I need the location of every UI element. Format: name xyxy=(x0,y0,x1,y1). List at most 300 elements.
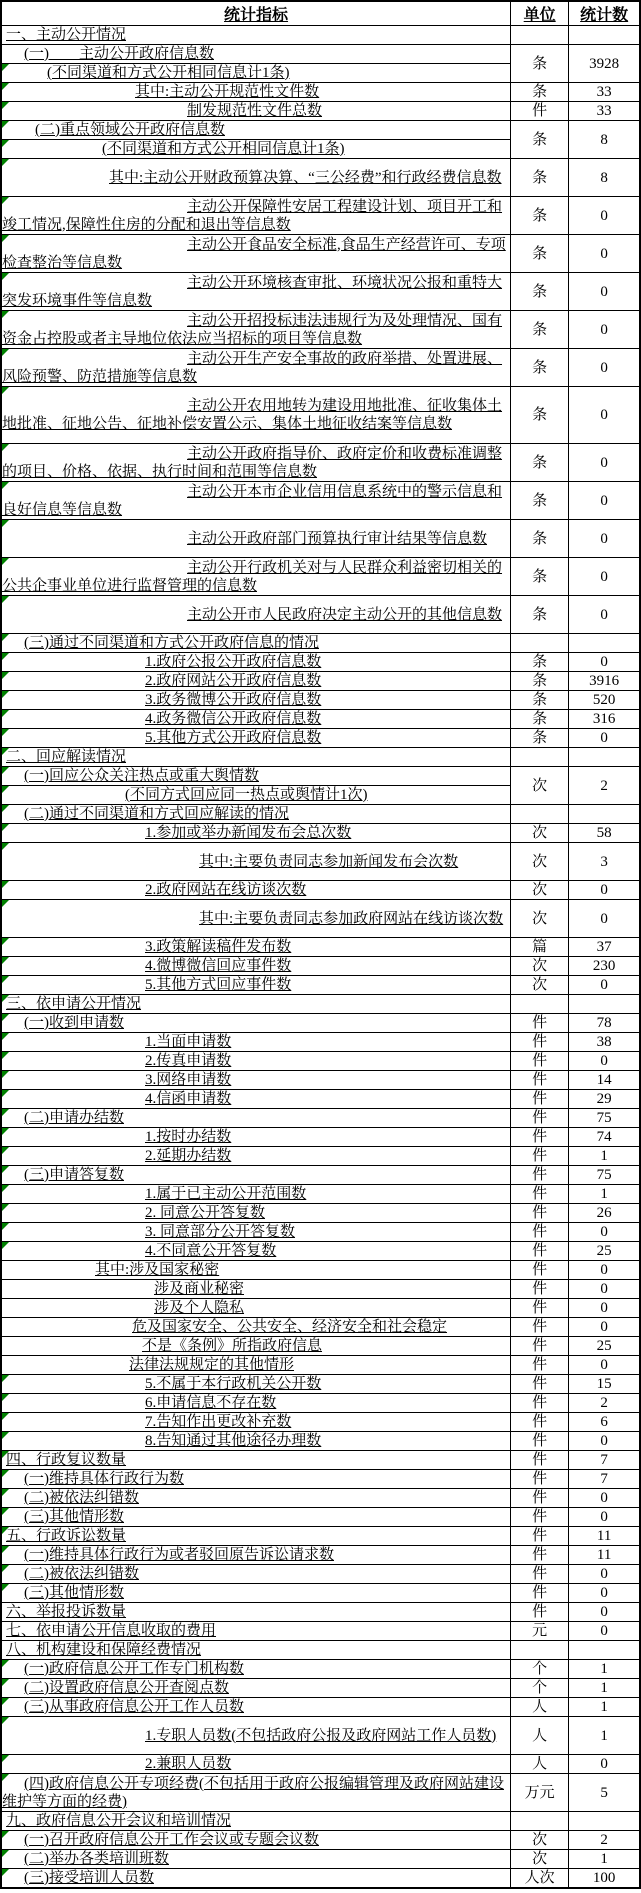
indicator-label: 主动公开保障性安居工程建设计划、项目开工和竣工情况,保障性住房的分配和退出等信息数 xyxy=(2,198,503,233)
indicator-cell xyxy=(1,596,511,634)
cell-error-marker-triangle-icon xyxy=(2,1565,9,1572)
indicator-cell xyxy=(1,710,511,729)
cell-error-marker-triangle-icon xyxy=(2,1451,9,1458)
count-cell: 0 xyxy=(569,1508,640,1527)
count-cell: 0 xyxy=(569,1489,640,1508)
count-cell: 0 xyxy=(569,311,640,349)
count-cell: 0 xyxy=(569,1052,640,1071)
count-cell: 0 xyxy=(569,900,640,938)
indicator-label: 4.不同意公开答复数 xyxy=(145,1243,277,1259)
indicator-cell xyxy=(1,159,511,197)
unit-cell: 件 xyxy=(511,1242,569,1261)
table-row xyxy=(1,1660,640,1679)
unit-cell: 件 xyxy=(511,1470,569,1489)
unit-cell: 条 xyxy=(511,558,569,596)
indicator-label: 2.延期办结数 xyxy=(145,1148,232,1164)
count-cell: 1 xyxy=(569,1717,640,1755)
indicator-label: 2.政府网站在线访谈次数 xyxy=(145,882,307,898)
indicator-cell xyxy=(1,1166,511,1185)
cell-error-marker-triangle-icon xyxy=(2,957,9,964)
unit-cell: 件 xyxy=(511,1166,569,1185)
table-row xyxy=(1,1850,640,1869)
indicator-label: (四)政府信息公开专项经费(不包括用于政府公报编辑管理及政府网站建设维护等方面的经费) xyxy=(2,1775,504,1810)
unit-cell: 条 xyxy=(511,729,569,748)
unit-cell: 件 xyxy=(511,1451,569,1470)
header-unit-label: 单位 xyxy=(523,7,556,24)
indicator-cell xyxy=(1,349,511,387)
indicator-cell xyxy=(1,1679,511,1698)
indicator-label: (三)其他情形数 xyxy=(24,1509,124,1525)
cell-error-marker-triangle-icon xyxy=(2,1242,9,1249)
table-row xyxy=(1,1394,640,1413)
indicator-label: 6.申请信息不存在数 xyxy=(145,1395,277,1411)
unit-cell: 件 xyxy=(511,1413,569,1432)
cell-error-marker-triangle-icon xyxy=(2,444,9,451)
table-row xyxy=(1,1641,640,1660)
table-row xyxy=(1,1584,640,1603)
count-cell: 75 xyxy=(569,1109,640,1128)
indicator-cell xyxy=(1,1622,511,1641)
unit-cell: 件 xyxy=(511,1014,569,1033)
cell-error-marker-triangle-icon xyxy=(2,1755,9,1762)
indicator-label: 不是《条例》所指政府信息 xyxy=(142,1338,323,1354)
indicator-label: (一)收到申请数 xyxy=(24,1015,124,1031)
indicator-cell xyxy=(1,311,511,349)
indicator-cell xyxy=(1,938,511,957)
cell-error-marker-triangle-icon xyxy=(2,767,9,774)
indicator-cell xyxy=(1,273,511,311)
count-cell: 0 xyxy=(569,596,640,634)
cell-error-marker-triangle-icon xyxy=(2,976,9,983)
indicator-cell xyxy=(1,140,511,159)
indicator-cell xyxy=(1,1565,511,1584)
unit-cell: 次 xyxy=(511,957,569,976)
count-cell: 58 xyxy=(569,824,640,843)
indicator-cell xyxy=(1,121,511,140)
unit-cell: 件 xyxy=(511,1071,569,1090)
unit-cell: 人次 xyxy=(511,1869,569,1889)
indicator-label: 一、主动公开情况 xyxy=(6,27,127,43)
indicator-cell xyxy=(1,1451,511,1470)
indicator-label: (三)申请答复数 xyxy=(24,1167,124,1183)
unit-cell: 次 xyxy=(511,1850,569,1869)
count-cell: 3916 xyxy=(569,672,640,691)
table-row xyxy=(1,1166,640,1185)
count-cell: 11 xyxy=(569,1527,640,1546)
unit-cell: 件 xyxy=(511,1546,569,1565)
count-cell: 0 xyxy=(569,273,640,311)
indicator-label: 主动公开食品安全标准,食品生产经营许可、专项检查整治等信息数 xyxy=(2,236,506,271)
unit-cell: 件 xyxy=(511,1432,569,1451)
cell-error-marker-triangle-icon xyxy=(2,748,9,755)
indicator-label: 5.其他方式回应事件数 xyxy=(145,977,292,993)
cell-error-marker-triangle-icon xyxy=(2,1394,9,1401)
table-row xyxy=(1,102,640,121)
cell-error-marker-triangle-icon xyxy=(2,1014,9,1021)
indicator-cell xyxy=(1,1432,511,1451)
indicator-cell xyxy=(1,805,511,824)
indicator-label: 3. 同意部分公开答复数 xyxy=(145,1224,296,1240)
cell-error-marker-triangle-icon xyxy=(2,1413,9,1420)
unit-cell: 件 xyxy=(511,1185,569,1204)
cell-error-marker-triangle-icon xyxy=(2,1774,9,1781)
unit-cell: 次 xyxy=(511,976,569,995)
header-indicator-label: 统计指标 xyxy=(224,7,289,24)
unit-cell: 件 xyxy=(511,1603,569,1622)
unit-cell: 条 xyxy=(511,349,569,387)
indicator-cell xyxy=(1,45,511,64)
indicator-label: 3.政策解读稿件发布数 xyxy=(145,939,292,955)
unit-cell: 条 xyxy=(511,710,569,729)
indicator-label: 制发规范性文件总数 xyxy=(187,103,323,119)
unit-cell: 件 xyxy=(511,1128,569,1147)
count-cell xyxy=(569,26,640,45)
indicator-label: 主动公开政府指导价、政府定价和收费标准调整的项目、价格、依据、执行时间和范围等信息数 xyxy=(2,445,503,480)
indicator-label: 八、机构建设和保障经费情况 xyxy=(6,1642,202,1658)
indicator-label: (二)被依法纠错数 xyxy=(24,1566,139,1582)
cell-error-marker-triangle-icon xyxy=(2,786,9,793)
table-row xyxy=(1,1356,640,1375)
unit-cell: 条 xyxy=(511,482,569,520)
count-cell: 25 xyxy=(569,1242,640,1261)
count-cell: 5 xyxy=(569,1774,640,1812)
count-cell: 1 xyxy=(569,1185,640,1204)
indicator-cell xyxy=(1,900,511,938)
cell-error-marker-triangle-icon xyxy=(2,710,9,717)
table-row xyxy=(1,1052,640,1071)
table-row xyxy=(1,1204,640,1223)
indicator-label: 主动公开招投标违法违规行为及处理情况、国有资金占控股或者主导地位依法应当招标的项目等信息数 xyxy=(2,312,503,347)
cell-error-marker-triangle-icon xyxy=(2,1033,9,1040)
unit-cell: 条 xyxy=(511,672,569,691)
cell-error-marker-triangle-icon xyxy=(2,311,9,318)
indicator-label: 主动公开环境核查审批、环境状况公报和重特大突发环境事件等信息数 xyxy=(2,274,503,309)
count-cell: 0 xyxy=(569,1223,640,1242)
cell-error-marker-triangle-icon xyxy=(2,1375,9,1382)
table-row xyxy=(1,843,640,881)
unit-cell: 次 xyxy=(511,767,569,805)
indicator-label: 二、回应解读情况 xyxy=(6,749,127,765)
indicator-label: 1.政府公报公开政府信息数 xyxy=(145,654,322,670)
count-cell: 0 xyxy=(569,235,640,273)
indicator-label: 2.兼职人员数 xyxy=(145,1756,232,1772)
unit-cell: 条 xyxy=(511,596,569,634)
table-row xyxy=(1,387,640,444)
count-cell: 37 xyxy=(569,938,640,957)
unit-cell: 条 xyxy=(511,45,569,83)
count-cell: 316 xyxy=(569,710,640,729)
table-row xyxy=(1,1090,640,1109)
count-cell: 0 xyxy=(569,387,640,444)
cell-error-marker-triangle-icon xyxy=(2,159,9,166)
count-cell: 78 xyxy=(569,1014,640,1033)
header-count xyxy=(569,1,640,26)
table-row xyxy=(1,1185,640,1204)
indicator-label: 3.政务微博公开政府信息数 xyxy=(145,692,322,708)
table-row xyxy=(1,482,640,520)
cell-error-marker-triangle-icon xyxy=(2,1831,9,1838)
unit-cell: 条 xyxy=(511,235,569,273)
table-row xyxy=(1,1223,640,1242)
indicator-label: (一)召开政府信息公开工作会议或专题会议数 xyxy=(24,1832,319,1848)
table-row xyxy=(1,824,640,843)
cell-error-marker-triangle-icon xyxy=(2,843,9,850)
indicator-cell xyxy=(1,1033,511,1052)
indicator-cell xyxy=(1,1641,511,1660)
count-cell: 11 xyxy=(569,1546,640,1565)
indicator-cell xyxy=(1,1470,511,1489)
count-cell: 0 xyxy=(569,1280,640,1299)
table-row xyxy=(1,1375,640,1394)
table-row xyxy=(1,273,640,311)
table-row xyxy=(1,1565,640,1584)
count-cell: 0 xyxy=(569,653,640,672)
indicator-label: 2.政府网站公开政府信息数 xyxy=(145,673,322,689)
indicator-label: (三)从事政府信息公开工作人员数 xyxy=(24,1699,244,1715)
indicator-label: 主动公开市人民政府决定主动公开的其他信息数 xyxy=(187,606,503,623)
indicator-label: 法律法规规定的其他情形 xyxy=(129,1357,295,1373)
indicator-cell xyxy=(1,843,511,881)
indicator-cell xyxy=(1,1090,511,1109)
unit-cell: 条 xyxy=(511,311,569,349)
unit-cell: 件 xyxy=(511,1527,569,1546)
unit-cell: 件 xyxy=(511,1033,569,1052)
indicator-label: (二)重点领域公开政府信息数 xyxy=(35,122,225,138)
unit-cell xyxy=(511,805,569,824)
indicator-cell xyxy=(1,1508,511,1527)
indicator-label: 主动公开本市企业信用信息系统中的警示信息和良好信息等信息数 xyxy=(2,483,503,518)
table-body xyxy=(1,26,640,1889)
count-cell: 74 xyxy=(569,1128,640,1147)
count-cell: 14 xyxy=(569,1071,640,1090)
indicator-label: 七、依申请公开信息收取的费用 xyxy=(6,1623,217,1639)
cell-error-marker-triangle-icon xyxy=(2,1128,9,1135)
table-row xyxy=(1,1242,640,1261)
table-row xyxy=(1,1109,640,1128)
indicator-cell xyxy=(1,957,511,976)
count-cell: 0 xyxy=(569,349,640,387)
count-cell: 7 xyxy=(569,1451,640,1470)
cell-error-marker-triangle-icon xyxy=(2,1717,9,1724)
cell-error-marker-triangle-icon xyxy=(2,1470,9,1477)
indicator-cell xyxy=(1,1242,511,1261)
table-row xyxy=(1,1755,640,1774)
unit-cell: 件 xyxy=(511,1147,569,1166)
count-cell xyxy=(569,995,640,1014)
indicator-cell xyxy=(1,881,511,900)
indicator-label: 5.不属于本行政机关公开数 xyxy=(145,1376,322,1392)
cell-error-marker-triangle-icon xyxy=(2,1869,9,1876)
cell-error-marker-triangle-icon xyxy=(2,349,9,356)
count-cell: 0 xyxy=(569,881,640,900)
count-cell: 0 xyxy=(569,976,640,995)
cell-error-marker-triangle-icon xyxy=(2,938,9,945)
indicator-label: (不同方式回应同一热点或舆情计1次) xyxy=(125,787,368,803)
count-cell: 0 xyxy=(569,1603,640,1622)
indicator-cell xyxy=(1,1546,511,1565)
count-cell: 6 xyxy=(569,1413,640,1432)
cell-error-marker-triangle-icon xyxy=(2,1527,9,1534)
table-row xyxy=(1,729,640,748)
indicator-label: 1.按时办结数 xyxy=(145,1129,232,1145)
unit-cell: 条 xyxy=(511,653,569,672)
indicator-cell xyxy=(1,1147,511,1166)
indicator-cell xyxy=(1,1204,511,1223)
unit-cell: 件 xyxy=(511,1280,569,1299)
count-cell: 8 xyxy=(569,159,640,197)
indicator-cell xyxy=(1,1337,511,1356)
indicator-label: 1.属于已主动公开范围数 xyxy=(145,1186,307,1202)
unit-cell: 条 xyxy=(511,121,569,159)
unit-cell: 条 xyxy=(511,273,569,311)
unit-cell xyxy=(511,1641,569,1660)
cell-error-marker-triangle-icon xyxy=(2,691,9,698)
indicator-cell xyxy=(1,976,511,995)
count-cell: 230 xyxy=(569,957,640,976)
indicator-label: (不同渠道和方式公开相同信息计1条) xyxy=(47,65,290,81)
table-row xyxy=(1,45,640,64)
unit-cell: 件 xyxy=(511,1090,569,1109)
count-cell: 2 xyxy=(569,1831,640,1850)
unit-cell: 件 xyxy=(511,1318,569,1337)
indicator-label: 2.传真申请数 xyxy=(145,1053,232,1069)
table-row xyxy=(1,710,640,729)
table-row xyxy=(1,1470,640,1489)
table-row xyxy=(1,881,640,900)
unit-cell: 条 xyxy=(511,520,569,558)
cell-error-marker-triangle-icon xyxy=(2,1166,9,1173)
unit-cell: 件 xyxy=(511,1394,569,1413)
count-cell: 0 xyxy=(569,1622,640,1641)
indicator-label: 主动公开生产安全事故的政府举措、处置进展、风险预警、防范措施等信息数 xyxy=(2,350,503,385)
unit-cell: 件 xyxy=(511,1204,569,1223)
indicator-label: (二)被依法纠错数 xyxy=(24,1490,139,1506)
unit-cell: 条 xyxy=(511,444,569,482)
indicator-cell xyxy=(1,1698,511,1717)
cell-error-marker-triangle-icon xyxy=(2,1584,9,1591)
indicator-cell xyxy=(1,1128,511,1147)
unit-cell: 件 xyxy=(511,1337,569,1356)
indicator-label: 主动公开农用地转为建设用地批准、征收集体土地批准、征地公告、征地补偿安置公示、集体土地征收结案等信息数 xyxy=(2,398,503,432)
indicator-label: 危及国家安全、公共安全、经济安全和社会稳定 xyxy=(132,1319,448,1335)
cell-error-marker-triangle-icon xyxy=(2,1489,9,1496)
cell-error-marker-triangle-icon xyxy=(2,1698,9,1705)
indicator-cell xyxy=(1,520,511,558)
table-row xyxy=(1,1774,640,1812)
unit-cell: 次 xyxy=(511,824,569,843)
indicator-cell xyxy=(1,1774,511,1812)
indicator-label: 其中:主要负责同志参加新闻发布会次数 xyxy=(199,853,459,870)
indicator-label: 1.专职人员数(不包括政府公报及政府网站工作人员数) xyxy=(145,1727,497,1744)
indicator-label: 九、政府信息公开会议和培训情况 xyxy=(6,1813,232,1829)
indicator-cell xyxy=(1,1660,511,1679)
cell-error-marker-triangle-icon xyxy=(2,824,9,831)
unit-cell xyxy=(511,26,569,45)
cell-error-marker-triangle-icon xyxy=(2,558,9,565)
cell-error-marker-triangle-icon xyxy=(2,1546,9,1553)
table-row xyxy=(1,634,640,653)
unit-cell: 元 xyxy=(511,1622,569,1641)
indicator-label: (一) 主动公开政府信息数 xyxy=(24,46,214,62)
count-cell: 0 xyxy=(569,729,640,748)
table-row xyxy=(1,121,640,140)
table-row xyxy=(1,805,640,824)
unit-cell: 条 xyxy=(511,387,569,444)
count-cell: 1 xyxy=(569,1679,640,1698)
table-row xyxy=(1,1071,640,1090)
count-cell: 0 xyxy=(569,1755,640,1774)
cell-error-marker-triangle-icon xyxy=(2,64,9,71)
count-cell: 1 xyxy=(569,1660,640,1679)
unit-cell: 条 xyxy=(511,691,569,710)
cell-error-marker-triangle-icon xyxy=(2,1090,9,1097)
unit-cell: 件 xyxy=(511,1052,569,1071)
indicator-label: 涉及商业秘密 xyxy=(154,1281,245,1297)
cell-error-marker-triangle-icon xyxy=(2,83,9,90)
indicator-label: (不同渠道和方式公开相同信息计1条) xyxy=(102,141,345,157)
unit-cell: 次 xyxy=(511,881,569,900)
unit-cell xyxy=(511,1812,569,1831)
indicator-cell xyxy=(1,1755,511,1774)
indicator-label: (一)回应公众关注热点或重大舆情数 xyxy=(24,768,259,784)
indicator-cell xyxy=(1,1261,511,1280)
cell-error-marker-triangle-icon xyxy=(2,1679,9,1686)
count-cell: 1 xyxy=(569,1698,640,1717)
indicator-cell xyxy=(1,1223,511,1242)
table-row xyxy=(1,1489,640,1508)
indicator-cell xyxy=(1,1413,511,1432)
cell-error-marker-triangle-icon xyxy=(2,1508,9,1515)
indicator-cell xyxy=(1,83,511,102)
indicator-cell xyxy=(1,1280,511,1299)
indicator-label: (二)举办各类培训班数 xyxy=(24,1851,169,1867)
count-cell: 0 xyxy=(569,482,640,520)
indicator-label: (二)通过不同渠道和方式回应解读的情况 xyxy=(24,806,289,822)
unit-cell: 件 xyxy=(511,1508,569,1527)
table-row xyxy=(1,1546,640,1565)
count-cell: 0 xyxy=(569,197,640,235)
indicator-label: (一)维持具体行政行为数 xyxy=(24,1471,184,1487)
table-row xyxy=(1,1033,640,1052)
indicator-label: (三)通过不同渠道和方式公开政府信息的情况 xyxy=(24,635,319,651)
header-count-label: 统计数 xyxy=(580,7,629,24)
table-row xyxy=(1,520,640,558)
table-row xyxy=(1,311,640,349)
indicator-cell xyxy=(1,1869,511,1889)
unit-cell: 条 xyxy=(511,83,569,102)
count-cell xyxy=(569,748,640,767)
table-row xyxy=(1,1679,640,1698)
cell-error-marker-triangle-icon xyxy=(2,387,9,394)
table-row xyxy=(1,653,640,672)
count-cell: 0 xyxy=(569,1261,640,1280)
count-cell: 1 xyxy=(569,1850,640,1869)
table-row xyxy=(1,1299,640,1318)
indicator-cell xyxy=(1,748,511,767)
table-row xyxy=(1,767,640,786)
indicator-label: 四、行政复议数量 xyxy=(6,1452,127,1468)
indicator-cell xyxy=(1,387,511,444)
table-row xyxy=(1,1128,640,1147)
indicator-label: 4.微博微信回应事件数 xyxy=(145,958,292,974)
indicator-cell xyxy=(1,653,511,672)
count-cell: 2 xyxy=(569,1394,640,1413)
table-row xyxy=(1,1432,640,1451)
table-row xyxy=(1,349,640,387)
count-cell: 1 xyxy=(569,1147,640,1166)
count-cell: 0 xyxy=(569,444,640,482)
indicator-cell xyxy=(1,1299,511,1318)
